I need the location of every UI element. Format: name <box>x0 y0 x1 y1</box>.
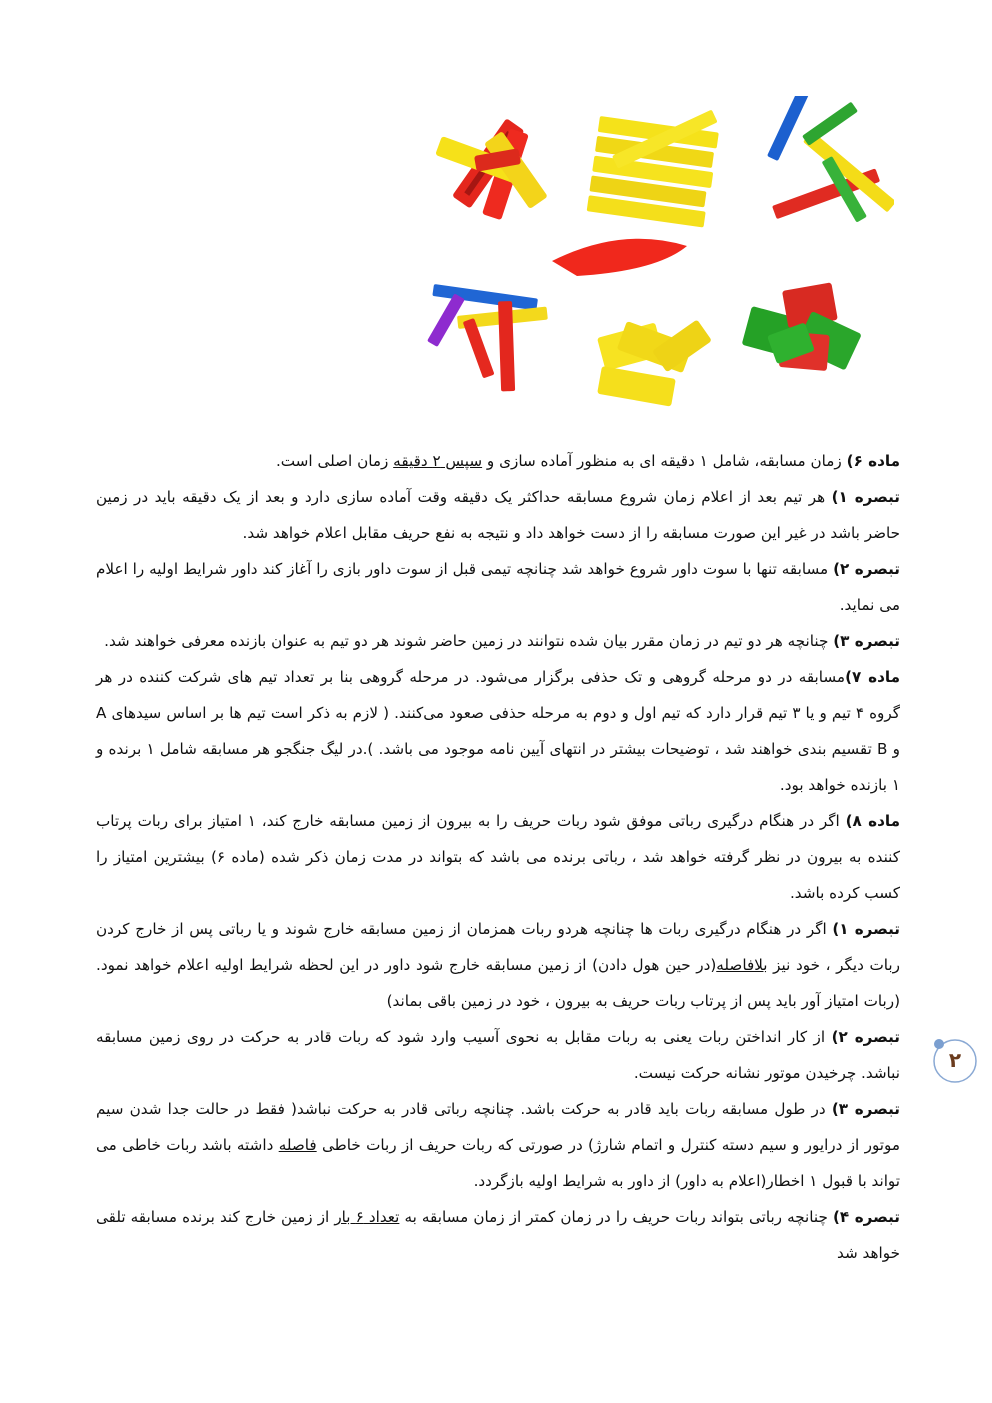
rule-heading: تبصره ۳) <box>831 1100 901 1118</box>
mixed-color-sticks-cluster <box>767 96 894 223</box>
underlined-text: سپس ۲ دقیقه <box>393 452 483 470</box>
rule-paragraph-m8-t4 <box>96 1199 900 1271</box>
underlined-text: فاصله <box>278 1136 317 1154</box>
red-curved-piece <box>552 239 687 276</box>
rule-text: زمان مسابقه، شامل ۱ دقیقه ای به منظور آماده سازی و <box>482 452 847 470</box>
page-number: ۲ <box>948 1048 962 1072</box>
plastic-pieces-collage-image <box>412 96 894 424</box>
rule-heading: تبصره ۱) <box>831 488 900 506</box>
underlined-text: تعداد ۶ بار <box>334 1208 400 1226</box>
rule-paragraph-m6-t1 <box>96 479 900 551</box>
rule-text: (در حین هول دادن) از زمین مسابقه خارج شود داور در این لحظه شرایط اولیه اعلام خواهد نمود.(ربات امتیاز آور باید پس از پرتاب ربات حریف به بیرون ، خود در زمین باقی بماند) <box>96 956 900 1010</box>
rule-heading: ماده ۷) <box>845 668 901 686</box>
rule-text: اگر در هنگام درگیری ربات ها چنانچه هردو ربات همزمان از زمین مسابقه خارج شوند و یا رباتی پس از خارج کردن ربات دیگر ، خود نیز <box>96 920 900 974</box>
rule-text: چنانچه رباتی بتواند ربات حریف را در زمان کمتر از زمان مسابقه به <box>399 1208 833 1226</box>
rule-paragraph-m6-t2 <box>96 551 900 623</box>
rule-paragraph-m7 <box>96 659 900 803</box>
rule-heading: تبصره ۴) <box>832 1208 900 1226</box>
rule-text: چنانچه هر دو تیم در زمان مقرر بیان شده نتوانند در زمین حاضر شوند هر دو تیم به عنوان بازنده معرفی خواهند شد. <box>104 632 834 650</box>
rule-text: مسابقه تنها با سوت داور شروع خواهد شد چنانچه تیمی قبل از سوت داور بازی را آغاز کند داور شرایط اولیه را اعلام می نماید. <box>96 560 900 614</box>
rule-text: داشته باشد ربات خاطی می تواند با قبول ۱ اخطار(اعلام به داور) از داور به شرایط اولیه بازگردد. <box>96 1136 900 1190</box>
rule-paragraph-m8-t1 <box>96 911 900 1019</box>
rule-heading: ماده ۸) <box>845 812 900 830</box>
rule-heading: تبصره ۲) <box>833 560 900 578</box>
rule-paragraph-m8-t3 <box>96 1091 900 1199</box>
red-yellow-pieces-cluster <box>435 118 548 220</box>
rule-text: زمان اصلی است. <box>275 452 394 470</box>
rule-heading: تبصره ۳) <box>833 632 900 650</box>
rule-text: اگر در هنگام درگیری رباتی موفق شود ربات حریف را به بیرون از زمین مسابقه خارج کند، ۱ امتیاز برای ربات پرتاب کننده به بیرون در نظر گرفته خواهد شد ، رباتی برنده می باشد که بتواند در مدت زمان ذکر شده (ماده ۶) بیشترین امتیاز را کسب کرده باشد. <box>96 812 900 902</box>
rule-paragraph-m8 <box>96 803 900 911</box>
rule-heading: تبصره ۲) <box>831 1028 900 1046</box>
rule-text: هر تیم بعد از اعلام زمان شروع مسابقه حداکثر یک دقیقه وقت آماده سازی دارد و بعد از یک دقیقه باید در زمین حاضر باشد در غیر این صورت مسابقه را از دست خواهد داد و نتیجه به نفع حریف مقابل اعلام خواهد شد. <box>96 488 900 542</box>
yellow-blocks-pile <box>597 319 712 406</box>
blue-purple-sticks-cluster <box>427 284 548 391</box>
underlined-text: بلافاصله <box>716 956 768 974</box>
rule-heading: ماده ۶) <box>846 452 900 470</box>
green-red-blocks-pile <box>742 282 862 371</box>
rule-text: در طول مسابقه ربات باید قادر به حرکت باشد. چنانچه رباتی قادر به حرکت نباشد( فقط در حالت جدا شدن سیم موتور از درایور و سیم دسته کنترل و اتمام شارژ) در صورتی که ربات حریف از ربات خاطی <box>96 1100 900 1154</box>
rule-text: مسابقه در دو مرحله گروهی و تک حذفی برگزار می‌شود. در مرحله گروهی بنا بر تعداد تیم های شرکت کننده در هر گروه ۴ تیم و یا ۳ تیم قرار دارد که تیم اول و دوم به مرحله حذفی صعود می‌کنند. ( لازم به ذکر است تیم ها بر اساس سیدهای A و B تقسیم بندی خواهند شد ، توضیحات بیشتر در انتهای آیین نامه موجود می باشد. ).در لیگ جنگجو هر مسابقه شامل ۱ برنده و ۱ بازنده خواهد بود. <box>96 668 900 794</box>
rules-text-block <box>96 443 900 1271</box>
rule-text: از کار انداختن ربات یعنی به ربات مقابل به نحوی آسیب وارد شود که ربات قادر به حرکت در روی زمین مسابقه نباشد. چرخیدن موتور نشانه حرکت نیست. <box>96 1028 900 1082</box>
rule-paragraph-m6-t3 <box>96 623 900 659</box>
rule-paragraph-m6 <box>96 443 900 479</box>
yellow-stack-cluster <box>587 110 719 228</box>
rule-paragraph-m8-t2 <box>96 1019 900 1091</box>
rule-heading: تبصره ۱) <box>832 920 900 938</box>
rule-text: از زمین خارج کند برنده مسابقه تلقی خواهد شد <box>96 1208 900 1262</box>
